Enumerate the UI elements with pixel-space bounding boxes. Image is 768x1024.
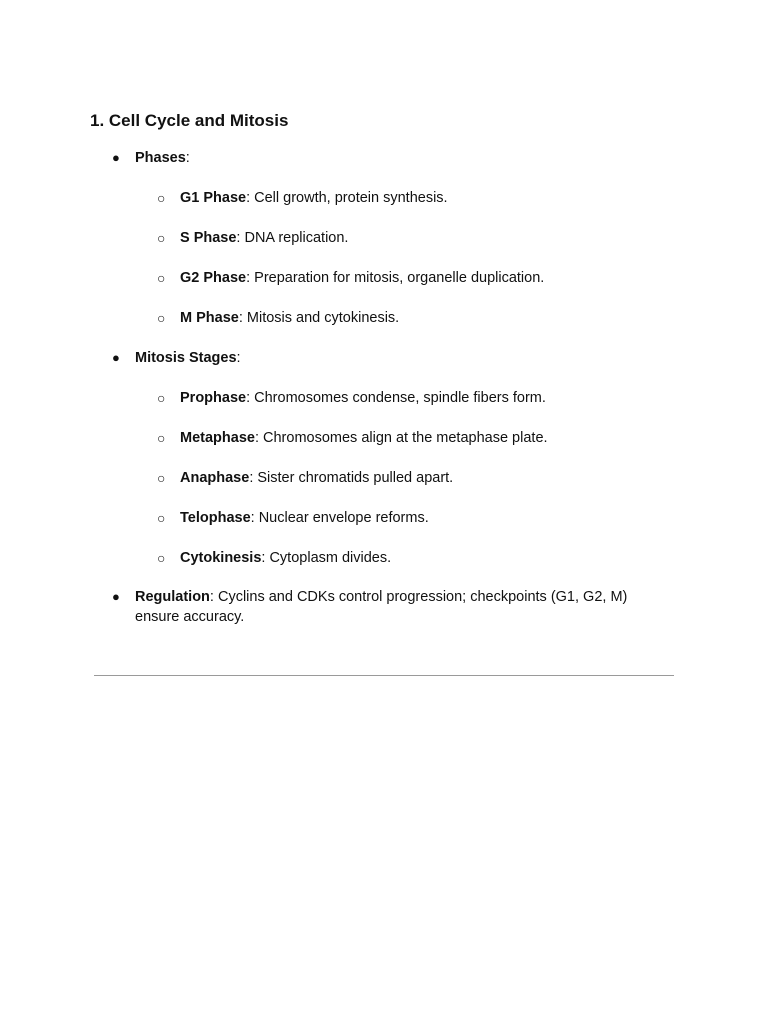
stage-desc: : Sister chromatids pulled apart. <box>249 470 454 486</box>
stage-term: Metaphase <box>180 430 255 446</box>
phase-item-m <box>180 308 399 328</box>
sub-bullet-icon: ○ <box>157 230 166 246</box>
mitosis-suffix: : <box>236 350 241 366</box>
bullet-icon: ● <box>112 150 120 165</box>
sub-bullet-icon: ○ <box>157 430 166 446</box>
stage-item-prophase <box>180 388 546 408</box>
mitosis-label: Mitosis Stages <box>135 350 237 366</box>
phase-term: M Phase <box>180 310 239 326</box>
sub-bullet-icon: ○ <box>157 190 166 206</box>
sub-bullet-icon: ○ <box>157 510 166 526</box>
sub-bullet-icon: ○ <box>157 390 166 406</box>
phase-term: G1 Phase <box>180 190 247 206</box>
phase-desc: : Mitosis and cytokinesis. <box>238 310 400 326</box>
stage-term: Cytokinesis <box>180 550 262 566</box>
mitosis-heading <box>135 348 241 368</box>
sub-bullet-icon: ○ <box>157 270 166 286</box>
phase-desc: : Cell growth, protein synthesis. <box>246 190 448 206</box>
stage-item-telophase <box>180 508 429 528</box>
stage-item-anaphase <box>180 468 453 488</box>
regulation-label: Regulation <box>135 589 210 605</box>
stage-desc: : Nuclear envelope reforms. <box>250 510 429 526</box>
regulation-desc: : Cyclins and CDKs control progression; checkpoints (G1, G2, M) ensure accuracy. <box>135 589 628 625</box>
stage-desc: : Chromosomes align at the metaphase plate. <box>254 430 548 446</box>
bullet-icon: ● <box>112 350 120 365</box>
stage-term: Prophase <box>180 390 247 406</box>
phase-term: G2 Phase <box>180 270 247 286</box>
section-heading: 1. Cell Cycle and Mitosis <box>90 111 289 130</box>
phase-desc: : DNA replication. <box>236 230 349 246</box>
horizontal-divider <box>94 675 674 676</box>
stage-term: Anaphase <box>180 470 250 486</box>
sub-bullet-icon: ○ <box>157 310 166 326</box>
phase-term: S Phase <box>180 230 237 246</box>
sub-bullet-icon: ○ <box>157 550 166 566</box>
phases-label: Phases <box>135 150 186 166</box>
phases-suffix: : <box>185 150 190 166</box>
sub-bullet-icon: ○ <box>157 470 166 486</box>
phase-desc: : Preparation for mitosis, organelle duplication. <box>246 270 545 286</box>
phase-item-s <box>180 228 348 248</box>
regulation-item <box>135 587 655 627</box>
stage-term: Telophase <box>180 510 251 526</box>
stage-item-cytokinesis <box>180 548 391 568</box>
phase-item-g2 <box>180 268 544 288</box>
bullet-icon: ● <box>112 589 120 604</box>
phase-item-g1 <box>180 188 448 208</box>
stage-item-metaphase <box>180 428 548 448</box>
stage-desc: : Chromosomes condense, spindle fibers form. <box>246 390 546 406</box>
phases-heading <box>135 148 190 168</box>
stage-desc: : Cytoplasm divides. <box>261 550 392 566</box>
